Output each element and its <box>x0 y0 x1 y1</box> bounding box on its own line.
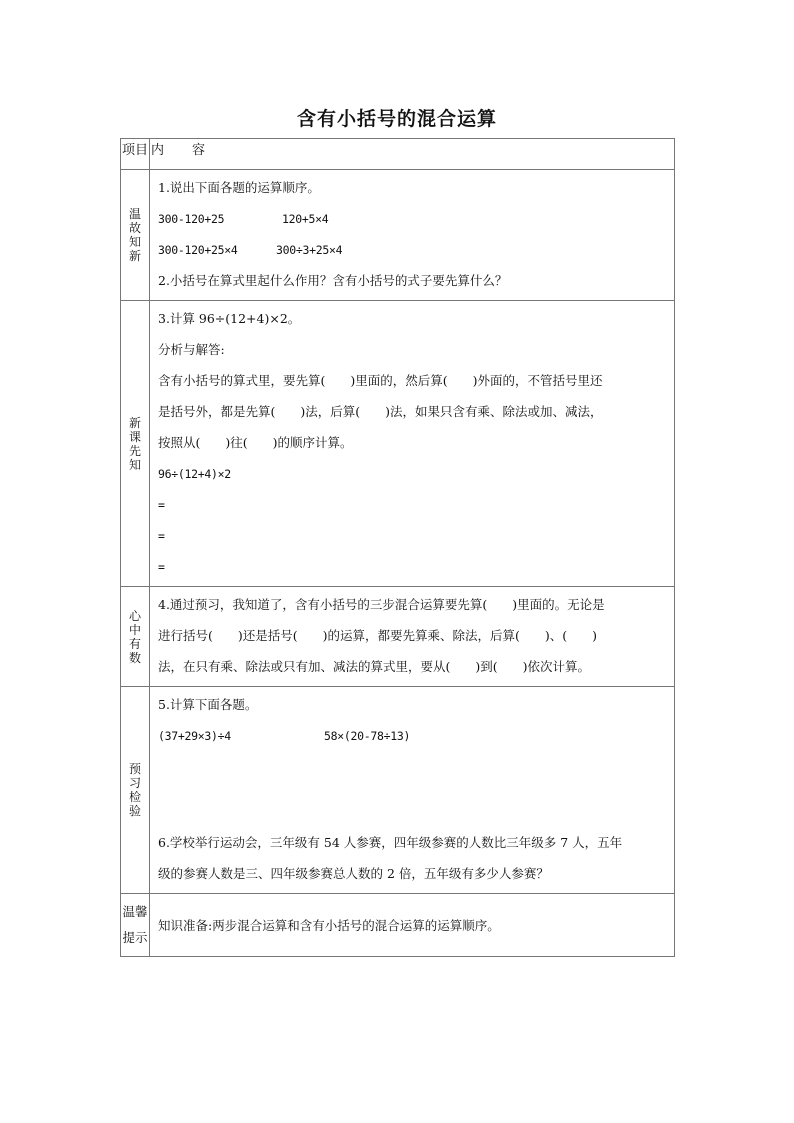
label-char: 心 <box>128 608 141 623</box>
label-char: 知 <box>128 457 141 472</box>
new-lesson-row <box>121 301 675 587</box>
header-content-a: 内 <box>151 143 165 158</box>
label-char: 温 <box>128 207 141 221</box>
question-5: 5.计算下面各题。 <box>158 697 258 712</box>
new-lesson-label <box>121 301 150 587</box>
tip-content <box>150 894 675 957</box>
mind-row <box>121 587 675 687</box>
label-char: 先 <box>128 443 141 458</box>
expression-pair-2 <box>158 238 674 269</box>
label-char: 中 <box>128 622 141 637</box>
page-title: 含有小括号的混合运算 <box>296 108 497 130</box>
label-char: 有 <box>128 636 141 651</box>
label-text: 温馨 <box>122 904 148 919</box>
review-content <box>150 170 675 301</box>
label-char: 习 <box>128 776 141 790</box>
calculation-expression: 96÷(12+4)×2 <box>158 467 231 481</box>
worksheet-table <box>120 138 675 957</box>
fill-blank-line: 是括号外，都是先算( )法，后算( )法，如果只含有乘、除法或加、减法， <box>158 404 603 419</box>
equals-step: = <box>158 560 165 574</box>
question-1: 1.说出下面各题的运算顺序。 <box>158 180 320 195</box>
label-text: 提示 <box>122 930 148 945</box>
mind-content <box>150 587 675 687</box>
check-content <box>150 687 675 894</box>
label-char: 预 <box>128 762 141 776</box>
label-char: 新 <box>128 415 141 430</box>
question-2: 2.小括号在算式里起什么作用？含有小括号的式子要先算什么？ <box>158 273 508 288</box>
equals-step: = <box>158 498 165 512</box>
label-char: 故 <box>128 221 141 235</box>
answer-space <box>158 755 674 831</box>
label-char: 知 <box>128 235 141 249</box>
analysis-heading: 分析与解答: <box>158 342 225 357</box>
label-char: 数 <box>128 650 141 665</box>
fill-blank-line: 含有小括号的算式里，要先算( )里面的，然后算( )外面的，不管括号里还 <box>158 373 603 388</box>
tip-row <box>121 894 675 957</box>
fill-blank-line: 4.通过预习，我知道了，含有小括号的三步混合运算要先算( )里面的。无论是 <box>158 597 605 612</box>
fill-blank-line: 法，在只有乘、除法或只有加、减法的算式里，要从( )到( )依次计算。 <box>158 659 591 674</box>
expression: 120+5×4 <box>282 212 329 226</box>
expression: 300÷3+25×4 <box>276 243 343 257</box>
tip-label <box>121 894 150 957</box>
label-char: 检 <box>128 790 141 804</box>
expression: (37+29×3)÷4 <box>158 729 231 743</box>
check-label <box>121 687 150 894</box>
question-3: 3.计算 96÷(12+4)×2。 <box>158 311 301 326</box>
question-6-line-1: 6.学校举行运动会，三年级有 54 人参赛，四年级参赛的人数比三年级多 7 人，五年 <box>158 835 623 850</box>
expression: 300-120+25 <box>158 212 225 226</box>
header-content <box>150 139 675 170</box>
fill-blank-line: 进行括号( )还是括号( )的运算，都要先算乘、除法，后算( )、( ) <box>158 628 598 643</box>
label-char: 课 <box>128 429 141 444</box>
mind-label <box>121 587 150 687</box>
expression: 58×(20-78÷13) <box>324 729 411 743</box>
equals-step: = <box>158 529 165 543</box>
header-content-b: 容 <box>192 143 206 158</box>
expression-pair-3 <box>158 724 674 755</box>
header-item: 项目 <box>121 139 150 170</box>
check-row <box>121 687 675 894</box>
fill-blank-line: 按照从( )往( )的顺序计算。 <box>158 435 353 450</box>
header-row <box>121 139 675 170</box>
label-char: 验 <box>128 804 141 818</box>
expression-pair-1 <box>158 207 674 238</box>
expression: 300-120+25×4 <box>158 243 238 257</box>
label-char: 新 <box>128 249 141 263</box>
review-row <box>121 170 675 301</box>
new-lesson-content <box>150 301 675 587</box>
question-6-line-2: 级的参赛人数是三、四年级参赛总人数的 2 倍，五年级有多少人参赛？ <box>158 866 549 881</box>
tip-text: 知识准备:两步混合运算和含有小括号的混合运算的运算顺序。 <box>158 918 500 933</box>
review-label <box>121 170 150 301</box>
